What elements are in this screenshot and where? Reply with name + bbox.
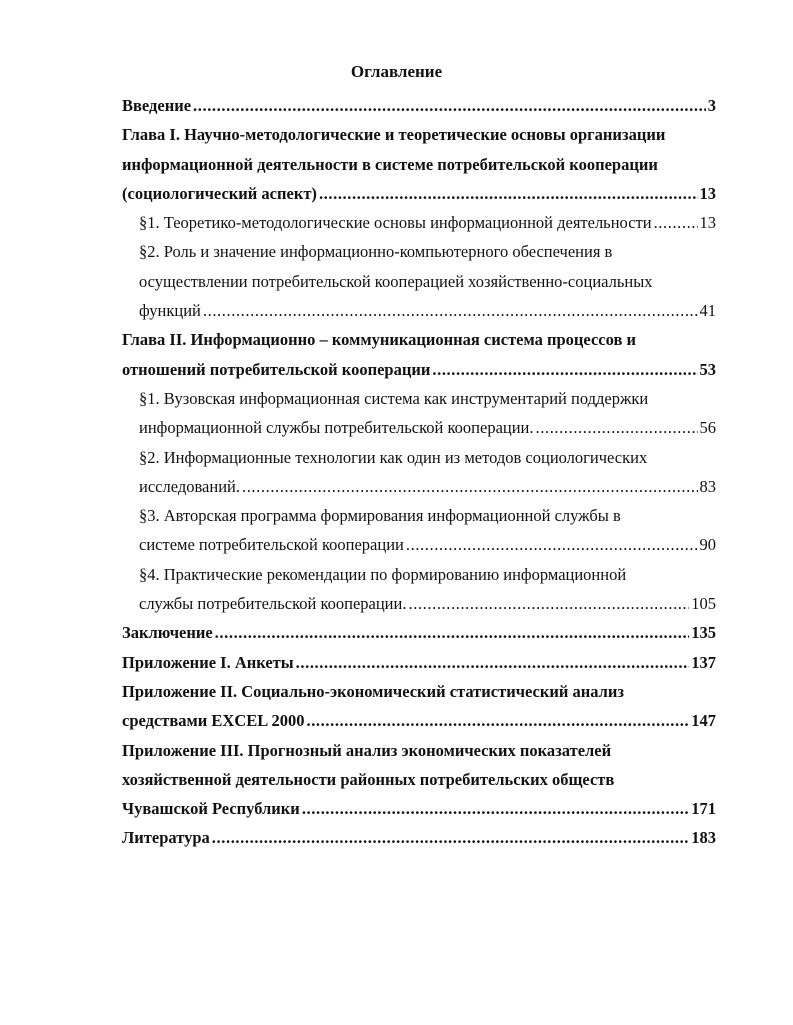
toc-entry-chapter-1-section-2[interactable]	[122, 237, 716, 325]
toc-page-number: 147	[691, 711, 716, 731]
toc-page-number: 90	[699, 535, 716, 555]
toc-entry-text: Приложение III. Прогнозный анализ экономических показателей	[122, 740, 612, 760]
toc-entry-text: §1. Вузовская информационная система как инструментарий поддержки	[139, 388, 649, 408]
toc-page-number: 135	[691, 623, 716, 643]
toc-entry-text: §4. Практические рекомендации по формированию информационной	[139, 564, 627, 584]
toc-entry-text: §1. Теоретико-методологические основы информационной деятельности	[139, 213, 652, 233]
dot-leader	[406, 530, 698, 559]
dot-leader	[296, 648, 690, 677]
toc-entry-chapter-2-section-3[interactable]	[122, 501, 716, 560]
dot-leader	[408, 589, 689, 618]
dot-leader	[536, 413, 698, 442]
toc-entry-text: отношений потребительской кооперации	[122, 359, 431, 379]
toc-page-number: 171	[691, 799, 716, 819]
toc-entry-appendix-2[interactable]	[122, 677, 716, 736]
toc-page-number: 13	[699, 183, 716, 203]
toc-entry-chapter-2-section-2[interactable]	[122, 443, 716, 502]
toc-entry-text: информационной деятельности в системе потребительской кооперации	[122, 154, 658, 174]
dot-leader	[193, 91, 706, 120]
toc-page-number: 3	[707, 96, 716, 115]
toc-page-number: 83	[699, 476, 716, 496]
toc-entry-text: Глава I. Научно-методологические и теоретические основы организации	[122, 125, 666, 145]
toc-entry-text: §3. Авторская программа формирования информационной службы в	[139, 506, 621, 526]
toc-entry-appendix-3[interactable]	[122, 736, 716, 824]
page-title: Оглавление	[350, 62, 443, 81]
toc-page-number: 53	[699, 359, 716, 379]
toc-entry-chapter-1-section-1[interactable]	[122, 208, 716, 237]
toc-entry-text: Литература	[122, 828, 210, 848]
dot-leader	[432, 355, 697, 384]
toc-entry-text: Глава II. Информационно – коммуникационная система процессов и	[122, 330, 636, 350]
toc-entry-text: Введение	[122, 96, 192, 115]
dot-leader	[319, 179, 698, 208]
toc-entry-introduction[interactable]	[122, 91, 716, 120]
toc-page-number: 41	[699, 301, 716, 321]
dot-leader	[242, 472, 698, 501]
toc-entry-chapter-2[interactable]	[122, 325, 716, 384]
toc-entry-text: системе потребительской кооперации	[139, 535, 404, 555]
toc-entry-text: средствами EXCEL 2000	[122, 711, 305, 731]
toc-entry-text: осуществлении потребительской кооперацией хозяйственно-социальных	[139, 271, 653, 291]
dot-leader	[302, 794, 689, 823]
toc-entry-text: информационной службы потребительской кооперации.	[139, 418, 534, 438]
dot-leader	[212, 823, 689, 852]
toc-entry-text: Приложение II. Социально-экономический статистический анализ	[122, 681, 625, 701]
toc-entry-text: Чувашской Республики	[122, 799, 300, 819]
toc-entry-references[interactable]	[122, 823, 716, 852]
toc-page-number: 56	[699, 418, 716, 438]
toc-entry-text: функций	[139, 301, 201, 321]
toc-page-number: 105	[691, 594, 716, 614]
toc-page-number: 137	[691, 652, 716, 672]
toc-entry-text: исследований.	[139, 476, 240, 496]
toc-page-number: 183	[691, 828, 716, 848]
toc-entry-text: Приложение I. Анкеты	[122, 652, 294, 672]
toc-entry-text: службы потребительской кооперации.	[139, 594, 407, 614]
toc-entry-appendix-1[interactable]	[122, 648, 716, 677]
toc-entry-text: §2. Информационные технологии как один из методов социологических	[139, 447, 648, 467]
toc-entry-conclusion[interactable]	[122, 618, 716, 647]
toc-entry-text: §2. Роль и значение информационно-компьютерного обеспечения в	[139, 242, 613, 262]
dot-leader	[203, 296, 698, 325]
dot-leader	[306, 706, 689, 735]
toc-entry-chapter-2-section-4[interactable]	[122, 560, 716, 619]
table-of-contents	[122, 91, 716, 853]
toc-page-number: 13	[699, 213, 716, 233]
dot-leader	[215, 618, 690, 647]
toc-entry-text: хозяйственной деятельности районных потребительских обществ	[122, 769, 615, 789]
toc-entry-text: (социологический аспект)	[122, 183, 317, 203]
toc-entry-text: Заключение	[122, 623, 213, 643]
toc-entry-chapter-1[interactable]	[122, 120, 716, 208]
dot-leader	[654, 208, 698, 237]
toc-entry-chapter-2-section-1[interactable]	[122, 384, 716, 443]
